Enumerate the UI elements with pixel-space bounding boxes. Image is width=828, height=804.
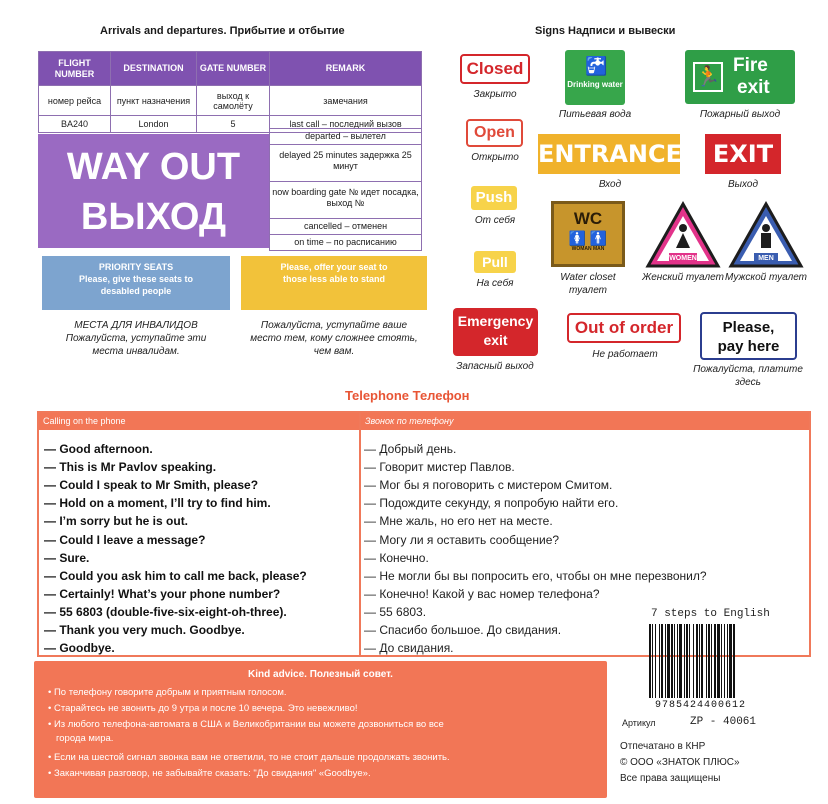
- barcode-bar: [724, 624, 725, 698]
- push-sign: Push: [471, 186, 517, 210]
- dialog-line-en: — Goodbye.: [44, 641, 115, 656]
- wc-man: MAN: [593, 246, 605, 252]
- exit-sign: EXIT: [705, 134, 781, 174]
- barcode-bar: [717, 624, 720, 698]
- entrance-caption: Вход: [598, 179, 622, 190]
- dialog-line-ru: — Мог бы я поговорить с мистером Смитом.: [364, 478, 613, 493]
- copyright: © ООО «ЗНАТОК ПЛЮС»: [620, 757, 740, 768]
- barcode-bar: [686, 624, 688, 698]
- drinking-caption: Питьевая вода: [558, 109, 632, 120]
- wc-figures-icon: 🚺 🚹: [568, 230, 608, 246]
- exit-caption: Выход: [727, 179, 758, 190]
- advice-item: • Заканчивая разговор, не забывайте сказать: "До свидания" «Goodbye».: [48, 768, 371, 779]
- man-body-icon: [761, 233, 771, 248]
- dialog-line-ru: — До свидания.: [364, 641, 454, 656]
- wc-woman: WOMAN: [571, 246, 592, 252]
- barcode-bar: [674, 624, 675, 698]
- dialog-line-ru: — Добрый день.: [364, 442, 457, 456]
- advice-item: • Если на шестой сигнал звонка вам не ответили, то не стоит дальше продолжать звонить.: [48, 752, 450, 763]
- wc-caption: Water closet туалет: [560, 272, 616, 296]
- emergency-caption: Запасный выход: [456, 361, 534, 372]
- ru-header-gate: выход к самолёту: [197, 86, 270, 116]
- advice-title: Kind advice. Полезный совет.: [248, 669, 393, 680]
- wc-label: WC: [573, 209, 603, 228]
- telephone-title: Telephone Телефон: [345, 388, 470, 403]
- dialog-line-ru: — Спасибо большое. До свидания.: [364, 623, 562, 637]
- rights: Все права защищены: [620, 773, 721, 784]
- dialog-line-en: — Could I speak to Mr Smith, please?: [44, 478, 259, 493]
- way-out-ru: ВЫХОД: [80, 196, 227, 238]
- advice-text: Заканчивая разговор, не забывайте сказать: "До свидания" «Goodbye».: [53, 768, 371, 779]
- dialog-line-ru: — Мне жаль, но его нет на месте.: [364, 514, 553, 529]
- barcode-bar: [689, 624, 690, 698]
- advice-text: Из любого телефона-автомата в США и Великобритании вы можете дозвониться во все: [53, 719, 444, 730]
- advice-text: По телефону говорите добрым и приятным голосом.: [53, 687, 287, 698]
- pull-caption: На себя: [476, 278, 514, 289]
- dialog-line-ru: — Конечно.: [364, 550, 429, 565]
- remark-item: cancelled – отменен: [269, 219, 422, 235]
- man-head-icon: [762, 224, 770, 232]
- drinking-label: Drinking water: [567, 80, 623, 89]
- women-sign: [645, 200, 721, 270]
- push-caption: От себя: [474, 215, 516, 226]
- women-caption: Женский туалет: [642, 272, 724, 283]
- remark-item: now boarding gate № идет посадка, выход №: [269, 182, 422, 219]
- dialog-line-ru: — Говорит мистер Павлов.: [364, 460, 515, 475]
- header-destination: DESTINATION: [111, 52, 197, 86]
- barcode-bar: [733, 624, 735, 698]
- woman-head-icon: [679, 224, 687, 232]
- please-pay-here-sign: [700, 312, 797, 360]
- emergency-exit-label: exit: [483, 332, 508, 348]
- barcode-bar: [706, 624, 707, 698]
- barcode-bar: [684, 624, 685, 698]
- pay-label-2: pay here: [717, 338, 780, 355]
- barcode-bar: [696, 624, 698, 698]
- men-caption: Мужской туалет: [724, 272, 808, 283]
- barcode-bar: [661, 624, 663, 698]
- priority-text: Please, give these seats to desabled people: [78, 274, 194, 296]
- wc-sign: [551, 201, 625, 267]
- exit-label: exit: [737, 77, 770, 98]
- ru-header-flight: номер рейса: [39, 86, 111, 116]
- advice-text: Старайтесь не звонить до 9 утра и после 10 вечера. Это невежливо!: [53, 703, 358, 714]
- barcode-bar: [649, 624, 651, 698]
- barcode-bar: [665, 624, 666, 698]
- header-gate-number: GATE NUMBER: [197, 52, 270, 86]
- pull-sign: Pull: [474, 251, 516, 273]
- dialog-line-ru: — Могу ли я оставить сообщение?: [364, 532, 560, 547]
- barcode-bar: [667, 624, 670, 698]
- flight-cell: BA240: [39, 116, 111, 133]
- dialog-line-en: — Hold on a moment, I’ll try to find him.: [44, 496, 271, 511]
- tap-icon: 🚰: [585, 56, 608, 76]
- fire-label: Fire: [733, 55, 768, 76]
- barcode-bar: [714, 624, 716, 698]
- barcode-bar: [729, 624, 732, 698]
- barcode-bar: [671, 624, 673, 698]
- men-label: MEN: [758, 255, 774, 262]
- open-sign: Open: [466, 119, 523, 147]
- fire-exit-caption: Пожарный выход: [699, 109, 781, 120]
- article-number: ZP - 40061: [690, 716, 757, 728]
- dialog-line-en: — Certainly! What’s your phone number?: [44, 586, 281, 601]
- remark-item: departed – вылетел: [269, 128, 422, 145]
- ru-header-destination: пункт назначения: [111, 86, 197, 116]
- priority-seats-sign: [42, 256, 230, 310]
- calling-header-en: Calling on the phone: [39, 413, 359, 430]
- out-of-order-sign: Out of order: [567, 313, 681, 343]
- calling-header-ru: Звонок по телефону: [361, 413, 809, 430]
- dialog-line-en: — Good afternoon.: [44, 442, 153, 456]
- running-man-icon: 🏃: [693, 62, 723, 92]
- offer-text: Please, offer your seat to those less able to stand: [280, 262, 388, 284]
- open-caption: Открыто: [471, 152, 519, 163]
- column-divider: [359, 413, 361, 655]
- destination-cell: London: [111, 116, 197, 133]
- barcode-bar: [693, 624, 694, 698]
- barcode-bar: [711, 624, 712, 698]
- emergency-label: Emergency: [457, 313, 534, 329]
- advice-box: [34, 661, 607, 798]
- offer-caption: Пожалуйста, уступайте ваше место тем, кому сложнее стоять, чем вам.: [250, 320, 418, 357]
- dialog-line-en: — I’m sorry but he is out.: [44, 514, 189, 529]
- series-label: 7 steps to English: [651, 608, 770, 620]
- barcode-bar: [708, 624, 710, 698]
- barcode-bar: [679, 624, 682, 698]
- dialog-line-ru: — Не могли бы вы попросить его, чтобы он мне перезвонил?: [364, 568, 707, 583]
- closed-sign: Closed: [460, 54, 530, 84]
- pay-label-1: Please,: [722, 319, 775, 336]
- remark-item: on time – по расписанию: [269, 235, 422, 251]
- printed-in: Отпечатано в КНР: [620, 741, 706, 752]
- pay-caption: Пожалуйста, платите здесь: [693, 364, 803, 388]
- drinking-water-sign: [565, 50, 625, 105]
- priority-title: PRIORITY SEATS: [98, 262, 174, 272]
- barcode-bar: [721, 624, 722, 698]
- dialog-line-en: — Could you ask him to call me back, please?: [44, 568, 307, 583]
- advice-item: • Из любого телефона-автомата в США и Великобритании вы можете дозвониться во все: [48, 719, 444, 730]
- remark-item: delayed 25 minutes задержка 25 минут: [269, 145, 422, 182]
- advice-item: • Старайтесь не звонить до 9 утра и после 10 вечера. Это невежливо!: [48, 703, 358, 714]
- dialog-line-ru: — 55 6803.: [364, 604, 427, 619]
- barcode-bar: [652, 624, 653, 698]
- barcode-bar: [727, 624, 728, 698]
- ru-header-remark: замечания: [270, 86, 422, 116]
- advice-text: Если на шестой сигнал звонка вам не ответили, то не стоит дальше продолжать звонить.: [53, 752, 450, 763]
- offer-seat-sign: [241, 256, 427, 310]
- dialog-line-en: — Sure.: [44, 550, 90, 565]
- flight-table: [38, 51, 422, 133]
- out-of-order-caption: Не работает: [592, 349, 658, 360]
- advice-item-cont: города мира.: [56, 733, 114, 744]
- emergency-exit-sign: [453, 308, 538, 356]
- barcode-number: 9785424400612: [655, 700, 747, 711]
- way-out-en: WAY OUT: [66, 146, 241, 188]
- signs-title: Signs Надписи и вывески: [535, 25, 676, 37]
- fire-exit-sign: [685, 50, 795, 104]
- header-remark: REMARK: [270, 52, 422, 86]
- dialog-line-en: — 55 6803 (double-five-six-eight-oh-three).: [44, 604, 287, 619]
- dialog-line-en: — Could I leave a message?: [44, 532, 206, 547]
- dialog-line-ru: — Конечно! Какой у вас номер телефона?: [364, 586, 600, 601]
- header-flight-number: FLIGHT NUMBER: [39, 52, 111, 86]
- priority-caption: МЕСТА ДЛЯ ИНВАЛИДОВ Пожалуйста, уступайте эти места инвалидам.: [65, 320, 207, 357]
- dialog-line-en: — This is Mr Pavlov speaking.: [44, 460, 217, 475]
- dialog-line-ru: — Подождите секунду, я попробую найти его.: [364, 496, 619, 511]
- barcode-bar: [699, 624, 700, 698]
- women-label: WOMEN: [669, 255, 697, 262]
- barcode-bar: [655, 624, 656, 698]
- remark-cell: last call – последний вызов: [270, 116, 422, 133]
- gate-cell: 5: [197, 116, 270, 133]
- article-label: Артикул: [622, 718, 656, 728]
- men-sign: [728, 200, 804, 270]
- barcode-bar: [701, 624, 703, 698]
- barcode-bar: [677, 624, 678, 698]
- way-out-sign: [38, 134, 269, 248]
- dialog-line-en: — Thank you very much. Goodbye.: [44, 623, 245, 637]
- arrivals-title: Arrivals and departures. Прибытие и отбытие: [100, 25, 345, 37]
- closed-caption: Закрыто: [473, 89, 517, 100]
- entrance-sign: ENTRANCE: [538, 134, 680, 174]
- advice-item: • По телефону говорите добрым и приятным голосом.: [48, 687, 287, 698]
- remark-list: [269, 128, 422, 251]
- barcode-bar: [659, 624, 660, 698]
